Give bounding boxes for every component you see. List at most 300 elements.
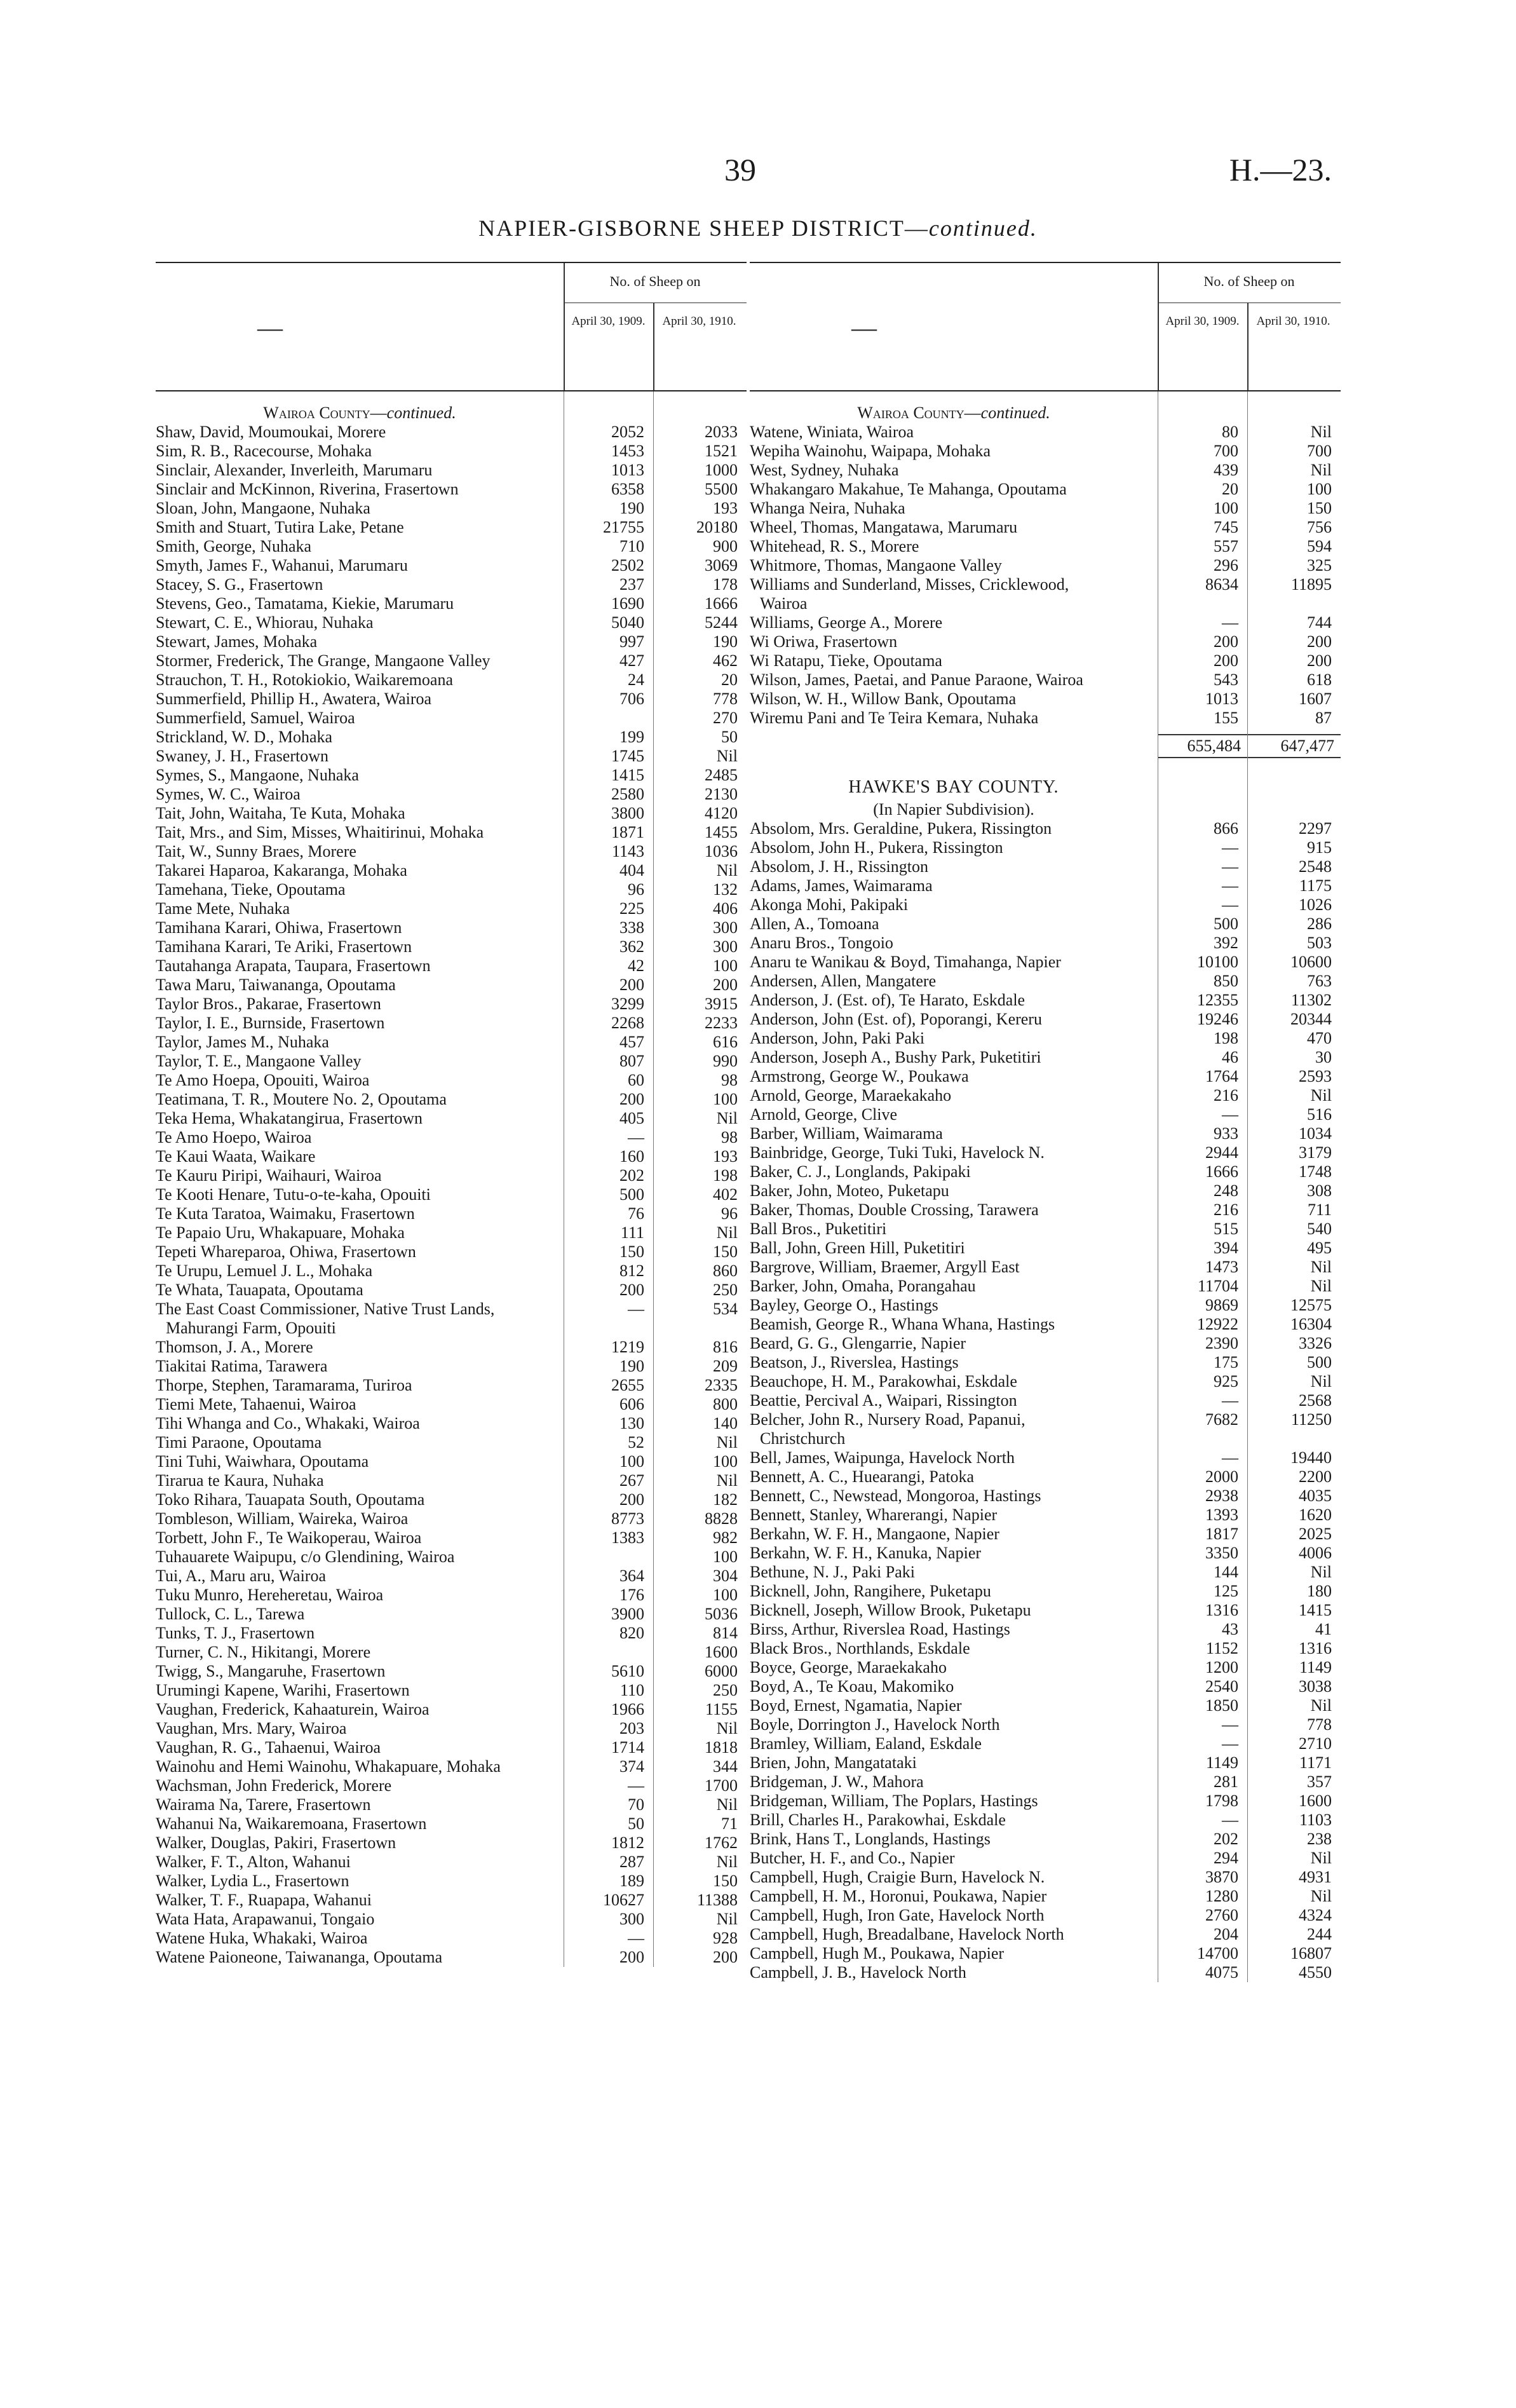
sheep-1909: 1219: [611, 1338, 644, 1356]
table-row: [750, 1258, 1341, 1277]
table-row: [750, 709, 1341, 728]
cell-gap: [537, 1033, 564, 1052]
owner-name: Beard, G. G., Glengarrie, Napier: [750, 1334, 966, 1352]
table-row: [750, 1753, 1341, 1772]
owner-name: West, Sydney, Nuhaka: [750, 461, 899, 479]
table-row: [750, 1086, 1341, 1105]
owner-name: Bethune, N. J., Paki Paki: [750, 1563, 915, 1581]
sheep-1909: 2390: [1205, 1334, 1238, 1352]
table-row: [750, 1220, 1341, 1239]
table-row: [750, 1162, 1341, 1181]
sheep-1909: 160: [619, 1147, 644, 1166]
sheep-1910: 4550: [1299, 1963, 1332, 1982]
sheep-1910: 193: [713, 499, 738, 517]
sheep-1910: 594: [1307, 537, 1332, 555]
owner-name: Sim, R. B., Racecourse, Mohaka: [156, 442, 372, 460]
cell-gap: [537, 594, 564, 613]
table-row: [750, 461, 1341, 480]
owner-name: Wilson, W. H., Willow Bank, Opoutama: [750, 690, 1017, 708]
section-heading: HAWKE'S BAY COUNTY.: [848, 777, 1059, 797]
table-row: [750, 1963, 1341, 1982]
owner-name: Stewart, James, Mohaka: [156, 632, 318, 651]
cell-gap: [537, 1929, 564, 1948]
cell-gap: [537, 499, 564, 518]
table-row: [156, 861, 747, 880]
owner-name: Bridgeman, William, The Poplars, Hastings: [750, 1792, 1038, 1810]
section-name: Wairoa County—: [857, 404, 981, 422]
sheep-1909: 8773: [611, 1509, 644, 1528]
sheep-1910: 100: [713, 1090, 738, 1108]
cell-gap: [537, 976, 564, 995]
table-row: [156, 1204, 747, 1223]
table-row: [750, 632, 1341, 651]
cell-gap: [537, 1357, 564, 1376]
cell-gap: [1131, 1486, 1158, 1506]
table-row: [156, 1719, 747, 1738]
owner-name: Vaughan, Mrs. Mary, Wairoa: [156, 1719, 347, 1738]
sheep-1910: 140: [713, 1414, 738, 1432]
sheep-1909: —: [1222, 876, 1238, 895]
sheep-1909: 1316: [1205, 1601, 1238, 1619]
table-row: [750, 1582, 1341, 1601]
owner-name: Tamihana Karari, Ohiwa, Frasertown: [156, 918, 402, 937]
table-row: [156, 766, 747, 785]
table-row: [750, 895, 1341, 915]
table-row: [750, 1906, 1341, 1925]
rows-container: [750, 819, 1341, 1982]
table-row: [750, 876, 1341, 895]
section-heading: [156, 403, 564, 423]
sheep-1909: 1149: [1205, 1753, 1238, 1772]
cell-gap: [537, 1624, 564, 1643]
sheep-1910: 928: [713, 1929, 738, 1947]
owner-name: Black Bros., Northlands, Eskdale: [750, 1639, 970, 1657]
owner-name: Wheel, Thomas, Mangatawa, Marumaru: [750, 518, 1018, 536]
sheep-1910: 150: [713, 1242, 738, 1261]
sheep-1909: 850: [1214, 972, 1238, 990]
cell-gap: [537, 1948, 564, 1967]
cell-gap: [1131, 1124, 1158, 1143]
owner-name: Bicknell, John, Rangihere, Puketapu: [750, 1582, 991, 1600]
sheep-1909: —: [1222, 857, 1238, 876]
sheep-1910: 304: [713, 1567, 738, 1585]
owner-name: Vaughan, Frederick, Kahaaturein, Wairoa: [156, 1700, 430, 1718]
sheep-1909: 405: [619, 1109, 644, 1127]
cell-gap: [1131, 838, 1158, 857]
cell-gap: [1131, 972, 1158, 991]
table-row: [750, 1391, 1341, 1410]
cell-gap: [537, 1185, 564, 1204]
sheep-1910: 3915: [705, 995, 738, 1013]
cell-gap: [537, 1166, 564, 1185]
owner-name: Wepiha Wainohu, Waipapa, Mohaka: [750, 442, 991, 460]
owner-name: Bell, James, Waipunga, Havelock North: [750, 1448, 1015, 1467]
sheep-1909: 80: [1222, 423, 1238, 441]
owner-name: Anaru te Wanikau & Boyd, Timahanga, Napier: [750, 953, 1061, 971]
cell-gap: [537, 1776, 564, 1795]
cell-gap: [1131, 857, 1158, 876]
sheep-1910: Nil: [1310, 461, 1332, 479]
cell-gap: [1131, 1792, 1158, 1811]
owner-name: Teka Hema, Whakatangirua, Frasertown: [156, 1109, 423, 1127]
sheep-1909: 190: [619, 499, 644, 517]
sheep-1909: 248: [1214, 1181, 1238, 1200]
sheep-1910: 2025: [1299, 1525, 1332, 1543]
sheep-1910: 357: [1307, 1772, 1332, 1791]
sheep-1909: 200: [619, 1281, 644, 1299]
owner-name: Butcher, H. F., and Co., Napier: [750, 1849, 955, 1867]
sheep-1909: 200: [619, 1948, 644, 1966]
sheep-1910: 20: [721, 670, 738, 689]
cell-gap: [1131, 1925, 1158, 1944]
table-body: [750, 391, 1341, 1982]
table-row: [750, 1448, 1341, 1467]
cell-gap: [1131, 895, 1158, 915]
sheep-1910: Nil: [1310, 1563, 1332, 1581]
table-row: [156, 1223, 747, 1242]
sheep-1909: 925: [1214, 1372, 1238, 1391]
owner-name: Sloan, John, Mangaone, Nuhaka: [156, 499, 370, 517]
sheep-1910: 1316: [1299, 1639, 1332, 1657]
cell-gap: [537, 423, 564, 442]
cell-gap: [1131, 1105, 1158, 1124]
cell-gap: [1131, 1620, 1158, 1639]
table-row: [156, 556, 747, 575]
cell-gap: [1131, 613, 1158, 632]
sheep-1909: 812: [619, 1262, 644, 1280]
sheep-1909: 125: [1214, 1582, 1238, 1600]
cell-gap: [537, 1719, 564, 1738]
cell-gap: [537, 1052, 564, 1071]
sheep-1909: 1745: [611, 747, 644, 765]
sheep-1910: 100: [713, 1452, 738, 1471]
table-row: [156, 1853, 747, 1872]
table-row: [750, 1372, 1341, 1391]
sheep-1910: 4324: [1299, 1906, 1332, 1924]
cell-gap: [1131, 423, 1158, 442]
sheep-1909: 176: [619, 1586, 644, 1604]
cell-gap: [1131, 1143, 1158, 1162]
table-row: [750, 1486, 1341, 1506]
sheep-1910: 1175: [1299, 876, 1332, 895]
sheep-1909: 130: [619, 1414, 644, 1432]
table-row: [750, 1658, 1341, 1677]
cell-gap: [1131, 1639, 1158, 1658]
table-row: [750, 1696, 1341, 1715]
cell-gap: [1131, 632, 1158, 651]
title-continued: continued.: [928, 215, 1038, 241]
sheep-1910: 11302: [1290, 991, 1332, 1009]
sheep-1909: 500: [619, 1185, 644, 1204]
table-row: [156, 1109, 747, 1128]
sheep-1909: 457: [619, 1033, 644, 1051]
owner-name: Te Amo Hoepo, Wairoa: [156, 1128, 312, 1146]
owner-name: Whitmore, Thomas, Mangaone Valley: [750, 556, 1002, 575]
owner-name: Beattie, Percival A., Waipari, Rissington: [750, 1391, 1017, 1410]
cell-gap: [537, 1147, 564, 1166]
cell-gap: [537, 690, 564, 709]
cell-gap: [1131, 1582, 1158, 1601]
owner-name: Te Papaio Uru, Whakapuare, Mohaka: [156, 1223, 405, 1242]
table-row: [750, 1143, 1341, 1162]
cell-gap: [537, 804, 564, 823]
table-row: [156, 1567, 747, 1586]
total-1909: 655,484: [1158, 734, 1247, 758]
sheep-1910: 200: [1307, 632, 1332, 651]
sheep-1909: 21755: [603, 518, 644, 536]
cell-gap: [537, 1490, 564, 1509]
cell-gap: [537, 1910, 564, 1929]
owner-name: Arnold, George, Maraekakaho: [750, 1086, 952, 1105]
table-body: [156, 391, 747, 1967]
table-row: [156, 1071, 747, 1090]
cell-gap: [537, 1738, 564, 1757]
owner-name: Twigg, S., Mangaruhe, Frasertown: [156, 1662, 386, 1680]
cell-gap: [1131, 915, 1158, 934]
table-row: [156, 880, 747, 899]
sheep-1909: 203: [619, 1719, 644, 1738]
owner-name: Whitehead, R. S., Morere: [750, 537, 919, 555]
table-row: [750, 1239, 1341, 1258]
table-row: [750, 1334, 1341, 1353]
cell-gap: [537, 1814, 564, 1833]
sheep-1910: 96: [721, 1204, 738, 1223]
table-row: [750, 1792, 1341, 1811]
sheep-1909: 745: [1214, 518, 1238, 536]
sheep-1909: 1200: [1205, 1658, 1238, 1677]
sheep-1910: 100: [713, 1586, 738, 1604]
cell-gap: [1131, 575, 1158, 613]
section-continued: continued.: [980, 404, 1050, 422]
sheep-1910: 1762: [705, 1833, 738, 1852]
sheep-1909: 200: [619, 1090, 644, 1108]
sheep-1910: 244: [1307, 1925, 1332, 1943]
table-row: [156, 1776, 747, 1795]
sheep-1910: Nil: [716, 1109, 738, 1127]
cell-gap: [537, 956, 564, 976]
owner-name: Bayley, George O., Hastings: [750, 1296, 938, 1314]
table-row: [750, 1296, 1341, 1315]
table-row: [750, 1639, 1341, 1658]
sheep-1910: Nil: [716, 1223, 738, 1242]
table-row: [156, 499, 747, 518]
sheep-1909: 300: [619, 1910, 644, 1928]
table-row: [750, 499, 1341, 518]
sheep-1909: 20: [1222, 480, 1238, 498]
owner-name: Taylor, James M., Nuhaka: [156, 1033, 329, 1051]
sheep-1910: 250: [713, 1281, 738, 1299]
sheep-1909: 3800: [611, 804, 644, 822]
cell-gap: [537, 670, 564, 690]
sheep-1909: 52: [628, 1433, 644, 1452]
owner-name: Strickland, W. D., Mohaka: [156, 728, 333, 746]
cell-gap: [1131, 1658, 1158, 1677]
table-row: [156, 1357, 747, 1376]
table-row: [156, 1185, 747, 1204]
table-row: [156, 918, 747, 937]
table-row: [156, 1586, 747, 1605]
sheep-1909: 1714: [611, 1738, 644, 1757]
cell-gap: [1131, 1734, 1158, 1753]
totals-spacer: [750, 734, 1158, 758]
owner-name: Ball Bros., Puketitiri: [750, 1220, 887, 1238]
owner-name: Whanga Neira, Nuhaka: [750, 499, 905, 517]
cell-gap: [1131, 1467, 1158, 1486]
sheep-1909: 1415: [611, 766, 644, 784]
sheep-1909: 200: [1214, 632, 1238, 651]
cell-gap: [1131, 1239, 1158, 1258]
table-row: [156, 594, 747, 613]
sheep-1909: 1383: [611, 1528, 644, 1547]
table-row: [156, 423, 747, 442]
owner-name: Swaney, J. H., Frasertown: [156, 747, 328, 765]
table-row: [156, 1795, 747, 1814]
owner-name: Te Urupu, Lemuel J. L., Mohaka: [156, 1262, 373, 1280]
sheep-1909: 50: [628, 1814, 644, 1833]
sheep-1909: 427: [619, 651, 644, 670]
owner-name: The East Coast Commissioner, Native Trust Lands, Mahurangi Farm, Opouiti: [156, 1300, 495, 1337]
table-row: [750, 1563, 1341, 1582]
sheep-1909: 364: [619, 1567, 644, 1585]
sheep-1910: 2335: [705, 1376, 738, 1394]
table-row: [156, 1910, 747, 1929]
cell-gap: [537, 842, 564, 861]
cell-gap: [537, 1872, 564, 1891]
owner-name: Brill, Charles H., Parakowhai, Eskdale: [750, 1811, 1006, 1829]
sheep-1909: —: [1222, 895, 1238, 914]
owner-name: Tamehana, Tieke, Opoutama: [156, 880, 346, 899]
cell-gap: [537, 1471, 564, 1490]
sheep-1909: 42: [628, 956, 644, 975]
sheep-1910: 100: [713, 956, 738, 975]
sheep-1909: 2760: [1205, 1906, 1238, 1924]
cell-gap: [1131, 499, 1158, 518]
sheep-1909: 807: [619, 1052, 644, 1070]
sheep-1909: 5040: [611, 613, 644, 632]
cell-gap: [537, 1833, 564, 1853]
owner-name: Boyce, George, Maraekakaho: [750, 1658, 947, 1677]
sheep-1910: 778: [1307, 1715, 1332, 1734]
sheep-1909: 100: [619, 1452, 644, 1471]
cell-gap: [537, 480, 564, 499]
cell-gap: [1131, 991, 1158, 1010]
sheep-1909: 1473: [1205, 1258, 1238, 1276]
table-row: [750, 1944, 1341, 1963]
table-row: [750, 819, 1341, 838]
owner-name: Torbett, John F., Te Waikoperau, Wairoa: [156, 1528, 422, 1547]
sheep-1910: 193: [713, 1147, 738, 1166]
owner-name: Tiemi Mete, Tahaenui, Wairoa: [156, 1395, 356, 1413]
sheep-1909: 70: [628, 1795, 644, 1814]
sheep-1909: 200: [1214, 651, 1238, 670]
sheep-1910: Nil: [1310, 1277, 1332, 1295]
sheep-1910: 87: [1315, 709, 1332, 727]
sheep-1909: 76: [628, 1204, 644, 1223]
sheep-1910: 2568: [1299, 1391, 1332, 1410]
sheep-1909: 237: [619, 575, 644, 594]
owner-name: Turner, C. N., Hikitangi, Morere: [156, 1643, 371, 1661]
sheep-1910: 503: [1307, 934, 1332, 952]
table-row: [750, 1029, 1341, 1048]
sheep-1910: 182: [713, 1490, 738, 1509]
cell-gap: [537, 1757, 564, 1776]
owner-name: Te Kaui Waata, Waikare: [156, 1147, 316, 1166]
table-row: [156, 1509, 747, 1528]
owner-name: Tait, Mrs., and Sim, Misses, Whaitirinui, Mohaka: [156, 823, 484, 841]
sheep-1910: 470: [1307, 1029, 1332, 1047]
sheep-1910: 406: [713, 899, 738, 918]
table-row: [156, 1090, 747, 1109]
owner-name: Boyle, Dorrington J., Havelock North: [750, 1715, 1000, 1734]
cell-gap: [1131, 1963, 1158, 1982]
sheep-1909: 202: [1214, 1830, 1238, 1848]
owner-name: Symes, S., Mangaone, Nuhaka: [156, 766, 359, 784]
owner-name: Tawa Maru, Taiwananga, Opoutama: [156, 976, 396, 994]
owner-name: Beauchope, H. M., Parakowhai, Eskdale: [750, 1372, 1017, 1391]
cell-gap: [537, 1528, 564, 1548]
table-row: [156, 518, 747, 537]
sheep-1910: 915: [1307, 838, 1332, 857]
owner-name: Bicknell, Joseph, Willow Brook, Puketapu: [750, 1601, 1031, 1619]
table-row: [156, 442, 747, 461]
table-row: [156, 480, 747, 499]
header-year-1910: April 30, 1910.: [1256, 315, 1330, 328]
sheep-1909: —: [1222, 613, 1238, 632]
table-row: [156, 1242, 747, 1262]
sheep-1909: 6358: [611, 480, 644, 498]
sheep-1910: 1155: [705, 1700, 738, 1718]
table-row: [750, 670, 1341, 690]
sheep-1909: 500: [1214, 915, 1238, 933]
cell-gap: [1131, 537, 1158, 556]
sheep-1910: 3326: [1299, 1334, 1332, 1352]
sheep-1909: 1393: [1205, 1506, 1238, 1524]
owner-name: Brien, John, Mangatataki: [750, 1753, 917, 1772]
owner-name: Adams, James, Waimarama: [750, 876, 933, 895]
owner-name: Barber, William, Waimarama: [750, 1124, 943, 1143]
sheep-1910: 814: [713, 1624, 738, 1642]
sheep-1910: 2548: [1299, 857, 1332, 876]
table-row: [750, 1181, 1341, 1201]
cell-gap: [1131, 1715, 1158, 1734]
sheep-1909: 606: [619, 1395, 644, 1413]
sheep-1910: 198: [713, 1166, 738, 1185]
sheep-1909: [564, 1548, 653, 1567]
cell-gap: [537, 1071, 564, 1090]
table-row: [750, 1353, 1341, 1372]
sheep-1909: 189: [619, 1872, 644, 1890]
table-row: [156, 670, 747, 690]
table-row: [156, 1757, 747, 1776]
owner-name: Baker, C. J., Longlands, Pakipaki: [750, 1162, 971, 1181]
cell-gap: [537, 899, 564, 918]
sheep-1909: 150: [619, 1242, 644, 1261]
table-row: [750, 1201, 1341, 1220]
sheep-1909: 5610: [611, 1662, 644, 1680]
cell-gap: [1131, 1753, 1158, 1772]
table-row: [156, 1872, 747, 1891]
sheep-1909: 60: [628, 1071, 644, 1089]
sheep-1909: 3870: [1205, 1868, 1238, 1886]
owner-name: Wi Oriwa, Frasertown: [750, 632, 898, 651]
cell-gap: [537, 1223, 564, 1242]
cell-gap: [1131, 934, 1158, 953]
sheep-1909: 710: [619, 537, 644, 555]
cell-gap: [537, 1548, 564, 1567]
sheep-1910: 30: [1315, 1048, 1332, 1066]
sheep-1909: 866: [1214, 819, 1238, 838]
sheep-1910: Nil: [1310, 1086, 1332, 1105]
